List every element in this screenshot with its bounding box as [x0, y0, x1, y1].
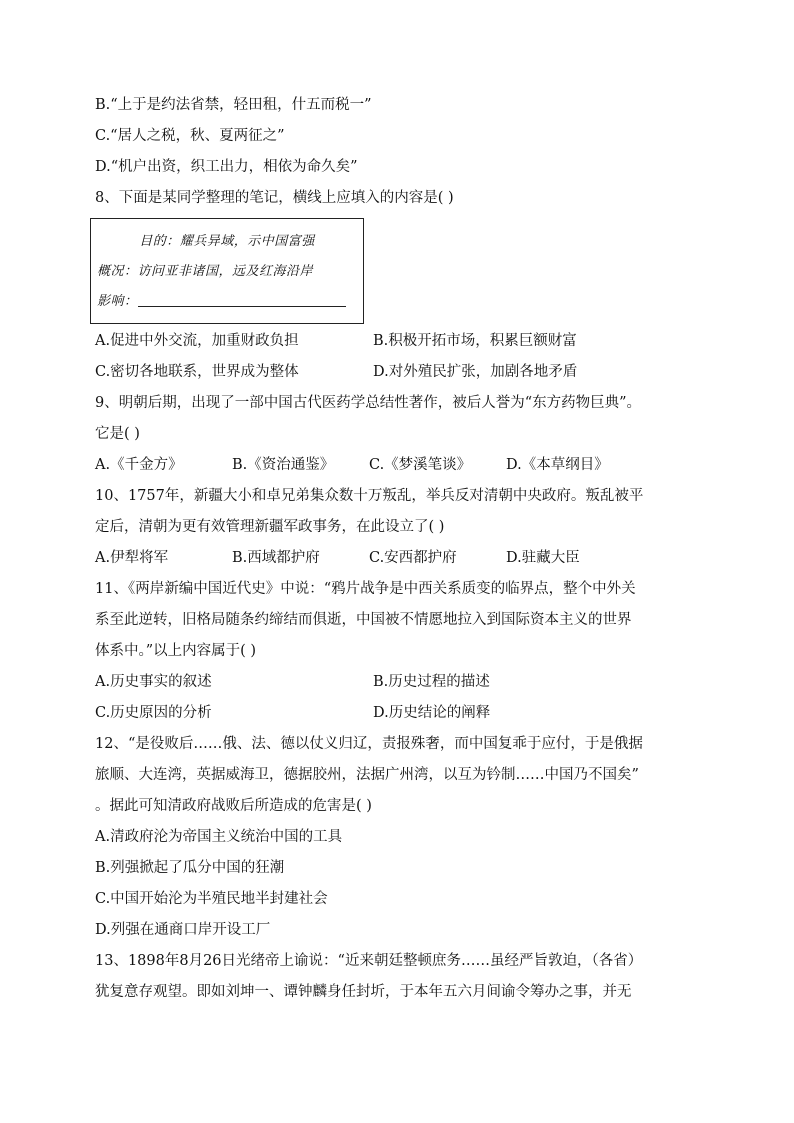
q9-stem-line-1: 9、明朝后期，出现了一部中国古代医药学总结性著作，被后人誉为“东方药物巨典”。: [95, 395, 642, 411]
q11-option-b: B.历史过程的描述: [373, 674, 490, 690]
q7-option-c: C.“居人之税，秋、夏两征之”: [95, 128, 285, 144]
q11-option-d: D.历史结论的阐释: [373, 705, 491, 721]
q12-stem-line-3: 。据此可知清政府战败后所造成的危害是( ): [95, 798, 372, 814]
q10-stem-line-1: 10、1757年，新疆大小和卓兄弟集众数十万叛乱，举兵反对清朝中央政府。叛乱被平: [95, 488, 644, 504]
q12-stem-line-1: 12、“是役败后……俄、法、德以仗义归辽，责报殊奢，而中国复乖于应付，于是俄据: [95, 736, 643, 752]
q9-option-d: D.《本草纲目》: [506, 457, 609, 473]
note-impact-blank: [138, 292, 346, 307]
q11-option-c: C.历史原因的分析: [95, 705, 212, 721]
q8-option-b: B.积极开拓市场，积累巨额财富: [373, 333, 577, 349]
q12-option-a: A.清政府沦为帝国主义统治中国的工具: [95, 829, 343, 845]
q9-option-b: B.《资治通鉴》: [232, 457, 335, 473]
exam-page: [95, 90, 700, 1008]
q11-stem-line-1: 11、《两岸新编中国近代史》中说：“鸦片战争是中西关系质变的临界点，整个中外关: [95, 581, 636, 597]
q12-stem-line-2: 旅顺、大连湾，英据威海卫，德据胶州，法据广州湾，以互为钤制……中国乃不国矣”: [95, 767, 639, 783]
q8-option-d: D.对外殖民扩张，加剧各地矛盾: [373, 364, 578, 380]
q11-stem-line-2: 系至此逆转，旧格局随条约缔结而俱逝，中国被不情愿地拉入到国际资本主义的世界: [95, 612, 632, 628]
q10-option-b: B.西域都护府: [232, 550, 320, 566]
q7-option-d: D.“机户出资，织工出力，相依为命久矣”: [95, 159, 358, 175]
q13-stem-line-1: 13、1898年8月26日光绪帝上谕说：“近来朝廷整顿庶务……虽经严旨敦迫，（各省）: [95, 953, 643, 969]
q12-option-d: D.列强在通商口岸开设工厂: [95, 922, 271, 938]
q8-options-row-1: [95, 326, 700, 357]
q11-option-a: A.历史事实的叙述: [95, 674, 212, 690]
q9-option-c: C.《梦溪笔谈》: [369, 457, 472, 473]
note-overview: 概况：访问亚非诸国，远及红海沿岸: [97, 264, 314, 279]
q10-option-a: A.伊犁将军: [95, 550, 169, 566]
q10-options: [95, 543, 700, 574]
q10-option-d: D.驻藏大臣: [506, 550, 580, 566]
q11-stem-line-3: 体系中。”以上内容属于( ): [95, 643, 257, 659]
q8-options-row-2: [95, 357, 700, 388]
q11-options-row-1: [95, 667, 700, 698]
note-impact: [97, 287, 363, 317]
q7-option-b: B.“上于是约法省禁，轻田租，什五而税一”: [95, 97, 372, 113]
q8-option-c: C.密切各地联系，世界成为整体: [95, 364, 299, 380]
q12-option-b: B.列强掀起了瓜分中国的狂潮: [95, 860, 285, 876]
note-impact-label: 影响：: [97, 294, 138, 309]
note-purpose: 目的：耀兵异域，示中国富强: [139, 234, 315, 249]
q8-stem: 8、下面是某同学整理的笔记，横线上应填入的内容是( ): [95, 190, 454, 206]
q10-stem-line-2: 定后，清朝为更有效管理新疆军政事务，在此设立了( ): [95, 519, 445, 535]
q9-options: [95, 450, 700, 481]
q11-options-row-2: [95, 698, 700, 729]
q13-stem-line-2: 犹复意存观望。即如刘坤一、谭钟麟身任封圻，于本年五六月间谕令筹办之事，并无: [95, 984, 632, 1000]
q9-stem-line-2: 它是( ): [95, 426, 140, 442]
q8-option-a: A.促进中外交流，加重财政负担: [95, 333, 299, 349]
q12-option-c: C.中国开始沦为半殖民地半封建社会: [95, 891, 328, 907]
q10-option-c: C.安西都护府: [369, 550, 457, 566]
q8-note-box: [90, 218, 364, 324]
q9-option-a: A.《千金方》: [95, 457, 183, 473]
